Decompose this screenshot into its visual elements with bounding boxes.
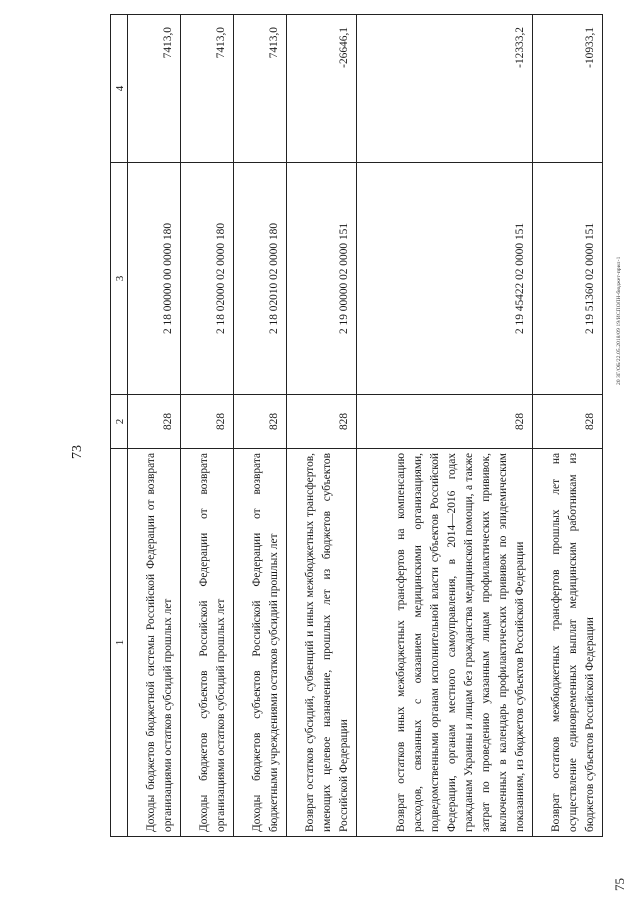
row-budget-code: 2 18 02010 02 0000 180	[234, 163, 287, 395]
table-row	[128, 15, 181, 837]
column-header-4: 4	[111, 15, 128, 163]
column-header-1: 1	[111, 449, 128, 837]
row-amount: 7413,0	[128, 15, 181, 163]
row-amount: 7413,0	[181, 15, 234, 163]
table-row	[287, 15, 357, 837]
column-header-2: 2	[111, 395, 128, 449]
row-amount: -10933,1	[533, 15, 603, 163]
row-admin-code: 828	[128, 395, 181, 449]
row-admin-code: 828	[234, 395, 287, 449]
row-budget-code: 2 19 45422 02 0000 151	[357, 163, 533, 395]
row-budget-code: 2 18 02000 02 0000 180	[181, 163, 234, 395]
row-amount: -12333,2	[357, 15, 533, 163]
row-amount: 7413,0	[234, 15, 287, 163]
row-admin-code: 828	[181, 395, 234, 449]
table-row	[357, 15, 533, 837]
row-budget-code: 2 18 00000 00 0000 180	[128, 163, 181, 395]
row-name: Доходы бюджетов субъектов Российской Федерации от возврата организациями остатков субсидий прошлых лет	[181, 449, 234, 837]
row-name: Возврат остатков субсидий, субвенций и иных межбюджетных трансфертов, имеющих целевое назначение, прошлых лет из бюджетов субъектов Российской Федерации	[287, 449, 357, 837]
row-name: Доходы бюджетов субъектов Российской Федерации от возврата бюджетными учреждениями остатков субсидий прошлых лет	[234, 449, 287, 837]
revenue-table	[110, 14, 603, 837]
page-number-top: 73	[70, 445, 85, 459]
column-header-3: 3	[111, 163, 128, 395]
table-row	[533, 15, 603, 837]
row-admin-code: 828	[533, 395, 603, 449]
row-name: Возврат остатков межбюджетных трансфертов прошлых лет на осуществление единовременных выплат медицинским работникам из бюджетов субъектов Российской Федерации	[533, 449, 603, 837]
table-header-row	[111, 15, 128, 837]
table-row	[234, 15, 287, 837]
row-name: Доходы бюджетов бюджетной системы Российской Федерации от возврата организациями остатков субсидий прошлых лет	[128, 449, 181, 837]
row-amount: -26646,1	[287, 15, 357, 163]
page-number-bottom: 75	[612, 878, 627, 891]
row-budget-code: 2 19 00000 02 0000 151	[287, 163, 357, 395]
table-row	[181, 15, 234, 837]
row-admin-code: 828	[357, 395, 533, 449]
file-reference: 20 ЗГ/ОБ/22.05.2018/09 19/ИСПОЛН-бюджет-прил-1	[616, 256, 622, 385]
row-name: Возврат остатков иных межбюджетных трансфертов на компенсацию расходов, связанных с оказанием медицинскими организациями, подведомственными органам исполнительной власти субъектов Российской Федерации, органам местного самоуправления, в 2014—2016 годах гражданам Украины и лицам без гражданства медицинской помощи, а также затрат по проведению указанным лицам профилактических прививок, включенных в календарь профилактических прививок по эпидемическим показаниям, из бюджетов субъектов Российской Федерации	[357, 449, 533, 837]
row-budget-code: 2 19 51360 02 0000 151	[533, 163, 603, 395]
row-admin-code: 828	[287, 395, 357, 449]
